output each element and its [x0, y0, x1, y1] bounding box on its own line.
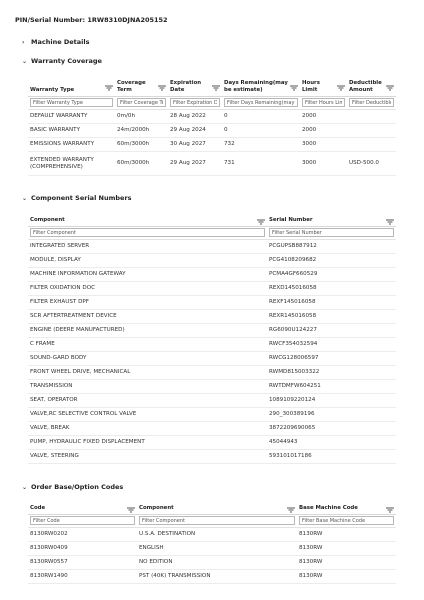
components-table [28, 217, 396, 464]
component-cell: ENGINE (DEERE MANUFACTURED) [30, 327, 125, 333]
order-code-table-row[interactable] [28, 556, 396, 570]
component-cell: MODULE, DISPLAY [30, 257, 81, 263]
order-code-column-header[interactable] [28, 505, 137, 514]
column-header-label: Base Machine Code [299, 505, 358, 511]
component-column-header[interactable] [267, 217, 396, 226]
warranty-coverage-label: Warranty Coverage [31, 57, 102, 65]
order-code-cell: 8130RW0202 [30, 531, 68, 537]
component-cell: SEAT, OPERATOR [30, 397, 78, 403]
component-cell: MACHINE INFORMATION GATEWAY [30, 271, 126, 277]
order-code-filter-input[interactable] [30, 516, 135, 525]
component-cell: VALVE,RC SELECTIVE CONTROL VALVE [30, 411, 137, 417]
order-code-cell: U.S.A. DESTINATION [139, 531, 196, 537]
warranty-cell [347, 138, 396, 151]
warranty-table [28, 80, 396, 176]
component-table-row[interactable] [28, 394, 396, 408]
component-table-row[interactable] [28, 422, 396, 436]
chevron-down-icon: ⌄ [22, 57, 28, 65]
component-filter-input[interactable] [269, 228, 394, 237]
warranty-cell: 29 Aug 2027 [170, 160, 206, 166]
component-table-row[interactable] [28, 366, 396, 380]
warranty-table-row[interactable] [28, 152, 396, 176]
component-cell: PCG4108209682 [269, 257, 317, 263]
warranty-cell: 2000 [302, 113, 317, 119]
warranty-header-row [28, 80, 396, 97]
filter-icon[interactable] [105, 85, 113, 91]
order-code-cell: PST (40K) TRANSMISSION [139, 573, 211, 579]
component-table-row[interactable] [28, 240, 396, 254]
machine-details-toggle[interactable] [22, 38, 89, 46]
order-code-cell: 8130RW [299, 545, 323, 551]
component-cell: VALVE, BREAK [30, 425, 70, 431]
order-code-filter-input[interactable] [299, 516, 394, 525]
component-table-row[interactable] [28, 338, 396, 352]
warranty-cell: 2000 [302, 127, 317, 133]
warranty-cell [347, 124, 396, 137]
warranty-coverage-toggle[interactable] [22, 57, 102, 65]
filter-icon[interactable] [257, 219, 265, 225]
component-cell: 1089109220124 [269, 397, 316, 403]
component-filter-input[interactable] [30, 228, 265, 237]
component-cell: REXF145016058 [269, 299, 316, 305]
warranty-filter-input[interactable] [30, 98, 113, 107]
order-codes-toggle[interactable] [22, 483, 123, 491]
order-code-table-row[interactable] [28, 528, 396, 542]
order-code-header-row [28, 505, 396, 515]
warranty-column-header[interactable] [347, 80, 396, 96]
filter-icon[interactable] [287, 507, 295, 513]
warranty-cell: 0 [224, 127, 228, 133]
component-cell: SCR AFTERTREATMENT DEVICE [30, 313, 117, 319]
column-header-label: Coverage Term [117, 80, 146, 93]
component-table-row[interactable] [28, 380, 396, 394]
warranty-filter-row [28, 97, 396, 110]
warranty-filter-input[interactable] [349, 98, 394, 107]
column-header-label: Expiration Date [170, 80, 202, 93]
component-cell: FILTER OXIDATION DOC [30, 285, 96, 291]
filter-icon[interactable] [386, 507, 394, 513]
order-code-column-header[interactable] [297, 505, 396, 514]
order-code-cell: 8130RW0557 [30, 559, 68, 565]
column-header-label: Component [30, 217, 65, 223]
component-cell: PCGUPSB887912 [269, 243, 317, 249]
filter-icon[interactable] [158, 85, 166, 91]
filter-icon[interactable] [127, 507, 135, 513]
component-header-row [28, 217, 396, 227]
component-filter-row [28, 227, 396, 240]
warranty-column-header[interactable] [300, 80, 347, 96]
warranty-cell [347, 110, 396, 123]
warranty-cell: 60m/3000h [117, 141, 150, 147]
column-header-label: Code [30, 505, 46, 511]
component-table-row[interactable] [28, 296, 396, 310]
warranty-cell: USD-500.0 [349, 160, 379, 166]
component-table-row[interactable] [28, 268, 396, 282]
warranty-cell: 0m/0h [117, 113, 135, 119]
component-serials-toggle[interactable] [22, 194, 132, 202]
component-table-row[interactable] [28, 310, 396, 324]
component-cell: FILTER EXHAUST DPF [30, 299, 89, 305]
warranty-column-header[interactable] [168, 80, 222, 96]
filter-icon[interactable] [337, 85, 345, 91]
warranty-cell: 30 Aug 2027 [170, 141, 206, 147]
component-cell: PUMP, HYDRAULIC FIXED DISPLACEMENT [30, 439, 145, 445]
warranty-cell: 28 Aug 2022 [170, 113, 206, 119]
component-cell: 593101017186 [269, 453, 312, 459]
column-header-label: Component [139, 505, 174, 511]
warranty-cell: 60m/3000h [117, 160, 150, 166]
machine-details-label: Machine Details [31, 38, 90, 46]
component-table-row[interactable] [28, 324, 396, 338]
chevron-down-icon: ⌄ [22, 194, 28, 202]
warranty-cell: 29 Aug 2024 [170, 127, 206, 133]
component-cell: REXD145016058 [269, 285, 317, 291]
warranty-table-row[interactable] [28, 110, 396, 124]
warranty-table-row[interactable] [28, 138, 396, 152]
order-code-cell: 8130RW [299, 531, 323, 537]
filter-icon[interactable] [386, 219, 394, 225]
component-cell: PCMA4GF660529 [269, 271, 318, 277]
column-header-label: Days Remaining(may be estimate) [224, 80, 288, 93]
warranty-filter-input[interactable] [170, 98, 220, 107]
warranty-cell: EMISSIONS WARRANTY [30, 141, 95, 147]
component-cell: 45044943 [269, 439, 298, 445]
component-cell: RWCF354032594 [269, 341, 318, 347]
component-cell: 3872209690065 [269, 425, 316, 431]
warranty-table-row[interactable] [28, 124, 396, 138]
warranty-cell: EXTENDED WARRANTY (COMPREHENSIVE) [30, 156, 94, 170]
filter-icon[interactable] [212, 85, 220, 91]
component-table-row[interactable] [28, 282, 396, 296]
chevron-right-icon: › [22, 38, 25, 46]
component-cell: FRONT WHEEL DRIVE, MECHANICAL [30, 369, 131, 375]
warranty-filter-input[interactable] [117, 98, 166, 107]
component-cell: VALVE, STEERING [30, 453, 79, 459]
component-cell: RWCG128006597 [269, 355, 319, 361]
component-cell: TRANSMISSION [30, 383, 73, 389]
warranty-filter-input[interactable] [302, 98, 345, 107]
pin-serial-title: PIN/Serial Number: 1RW8310DJNA205152 [15, 16, 168, 24]
warranty-cell: 24m/2000h [117, 127, 150, 133]
component-cell: RG6090U124227 [269, 327, 317, 333]
warranty-cell: 731 [224, 160, 235, 166]
order-code-cell: 8130RW [299, 559, 323, 565]
order-codes-label: Order Base/Option Codes [31, 483, 124, 491]
component-table-row[interactable] [28, 408, 396, 422]
warranty-cell: 0 [224, 113, 228, 119]
component-table-row[interactable] [28, 254, 396, 268]
warranty-filter-input[interactable] [224, 98, 298, 107]
order-code-table-row[interactable] [28, 542, 396, 556]
order-codes-table [28, 505, 396, 584]
filter-icon[interactable] [386, 85, 394, 91]
warranty-column-header[interactable] [28, 80, 115, 96]
component-cell: INTEGRATED SERVER [30, 243, 90, 249]
component-table-row[interactable] [28, 450, 396, 464]
order-code-column-header[interactable] [137, 505, 297, 514]
warranty-column-header[interactable] [115, 80, 168, 96]
column-header-label: Hours Limit [302, 80, 320, 93]
warranty-column-header[interactable] [222, 80, 300, 96]
order-code-filter-input[interactable] [139, 516, 295, 525]
column-header-label: Serial Number [269, 217, 313, 223]
component-serials-label: Component Serial Numbers [31, 194, 132, 202]
component-cell: 290_300389196 [269, 411, 315, 417]
component-column-header[interactable] [28, 217, 267, 226]
order-code-cell: 8130RW0409 [30, 545, 68, 551]
component-cell: REXR145016058 [269, 313, 317, 319]
order-code-cell: 8130RW1490 [30, 573, 68, 579]
component-cell: SOUND-GARD BODY [30, 355, 87, 361]
component-cell: RWTDMFW604251 [269, 383, 321, 389]
warranty-cell: 3000 [302, 160, 317, 166]
component-table-row[interactable] [28, 436, 396, 450]
chevron-down-icon: ⌄ [22, 483, 28, 491]
warranty-cell: 3000 [302, 141, 317, 147]
filter-icon[interactable] [290, 85, 298, 91]
component-table-row[interactable] [28, 352, 396, 366]
component-cell: C FRAME [30, 341, 55, 347]
order-code-cell: 8130RW [299, 573, 323, 579]
order-code-table-row[interactable] [28, 570, 396, 584]
warranty-cell: BASIC WARRANTY [30, 127, 80, 133]
warranty-cell: DEFAULT WARRANTY [30, 113, 88, 119]
order-code-filter-row [28, 515, 396, 528]
column-header-label: Warranty Type [30, 87, 75, 93]
warranty-cell: 732 [224, 141, 235, 147]
order-code-cell: ENGLISH [139, 545, 164, 551]
column-header-label: Deductible Amount [349, 80, 382, 93]
order-code-cell: NO EDITION [139, 559, 173, 565]
component-cell: RWMD815003322 [269, 369, 320, 375]
